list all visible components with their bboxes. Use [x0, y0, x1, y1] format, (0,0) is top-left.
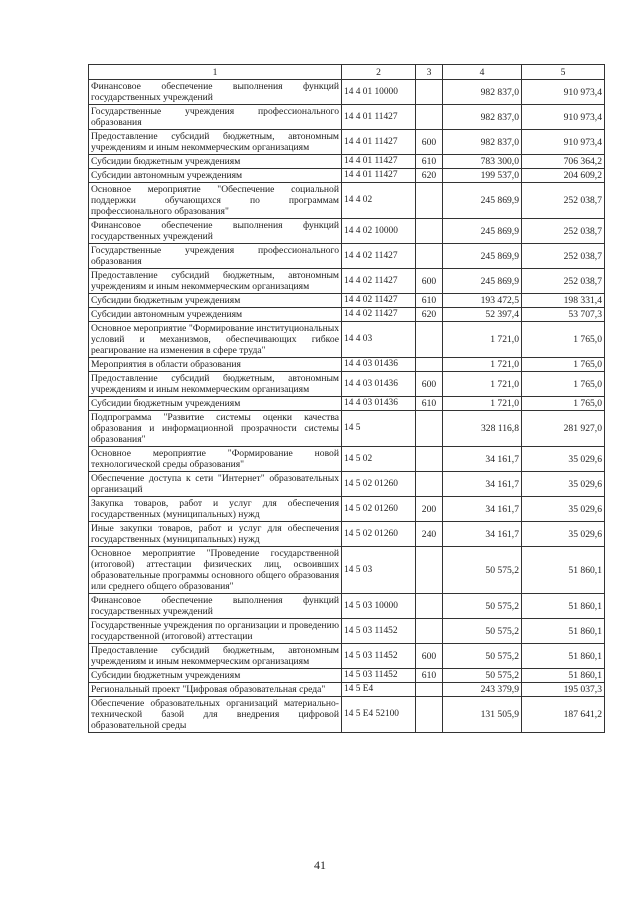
row-value-1-cell: 50 575,2 — [443, 594, 522, 619]
row-value-1-cell: 50 575,2 — [443, 619, 522, 644]
row-vr-cell: 610 — [416, 294, 443, 308]
row-value-1-cell: 982 837,0 — [443, 80, 522, 105]
row-name-cell: Субсидии бюджетным учреждениям — [89, 669, 342, 683]
row-value-2-cell: 51 860,1 — [522, 547, 605, 594]
row-vr-cell: 620 — [416, 169, 443, 183]
col-header-value-1: 4 — [443, 65, 522, 80]
row-vr-cell: 600 — [416, 644, 443, 669]
row-code-cell: 14 4 03 01436 — [342, 397, 416, 411]
row-name-cell: Субсидии бюджетным учреждениям — [89, 155, 342, 169]
table-row — [89, 522, 605, 547]
row-value-2-cell: 252 038,7 — [522, 183, 605, 219]
row-name-cell: Субсидии автономным учреждениям — [89, 169, 342, 183]
row-name-cell: Государственные учреждения профессионального образования — [89, 244, 342, 269]
table-row — [89, 547, 605, 594]
row-name-cell: Финансовое обеспечение выполнения функций государственных учреждений — [89, 594, 342, 619]
row-value-1-cell: 243 379,9 — [443, 683, 522, 697]
row-vr-cell: 200 — [416, 497, 443, 522]
row-value-1-cell: 982 837,0 — [443, 130, 522, 155]
row-code-cell: 14 5 02 01260 — [342, 497, 416, 522]
row-value-2-cell: 1 765,0 — [522, 372, 605, 397]
row-name-cell: Государственные учреждения профессионального образования — [89, 105, 342, 130]
row-name-cell: Предоставление субсидий бюджетным, автономным учреждениям и иным некоммерческим организациям — [89, 130, 342, 155]
row-vr-cell — [416, 183, 443, 219]
row-vr-cell: 240 — [416, 522, 443, 547]
row-code-cell: 14 5 03 11452 — [342, 619, 416, 644]
table-row — [89, 411, 605, 447]
row-name-cell: Основное мероприятие "Проведение государственной (итоговой) аттестации физических лиц, освоивших образовательные программы основного общего образования или среднего общего образования" — [89, 547, 342, 594]
row-value-1-cell: 34 161,7 — [443, 497, 522, 522]
row-name-cell: Финансовое обеспечение выполнения функций государственных учреждений — [89, 80, 342, 105]
row-code-cell: 14 5 03 10000 — [342, 594, 416, 619]
row-name-cell: Основное мероприятие "Формирование новой технологической среды образования" — [89, 447, 342, 472]
row-value-2-cell: 1 765,0 — [522, 322, 605, 358]
row-code-cell: 14 5 — [342, 411, 416, 447]
table-row — [89, 669, 605, 683]
row-vr-cell: 610 — [416, 155, 443, 169]
row-value-1-cell: 34 161,7 — [443, 522, 522, 547]
row-value-2-cell: 204 609,2 — [522, 169, 605, 183]
row-vr-cell: 610 — [416, 397, 443, 411]
row-name-cell: Субсидии бюджетным учреждениям — [89, 294, 342, 308]
row-code-cell: 14 5 02 — [342, 447, 416, 472]
row-value-2-cell: 35 029,6 — [522, 497, 605, 522]
row-value-1-cell: 1 721,0 — [443, 372, 522, 397]
row-value-1-cell: 199 537,0 — [443, 169, 522, 183]
table-row — [89, 130, 605, 155]
row-code-cell: 14 5 03 11452 — [342, 669, 416, 683]
row-code-cell: 14 4 03 01436 — [342, 372, 416, 397]
table-row — [89, 155, 605, 169]
table-row — [89, 105, 605, 130]
row-vr-cell — [416, 244, 443, 269]
budget-table — [88, 64, 605, 733]
row-vr-cell: 600 — [416, 372, 443, 397]
row-name-cell: Обеспечение образовательных организаций материально-технической базой для внедрения цифровой образовательной среды — [89, 697, 342, 733]
row-vr-cell — [416, 619, 443, 644]
row-value-2-cell: 51 860,1 — [522, 619, 605, 644]
row-vr-cell — [416, 697, 443, 733]
row-value-2-cell: 281 927,0 — [522, 411, 605, 447]
table-body — [89, 80, 605, 733]
table-row — [89, 372, 605, 397]
table-row — [89, 183, 605, 219]
row-vr-cell — [416, 447, 443, 472]
row-value-1-cell: 193 472,5 — [443, 294, 522, 308]
table-row — [89, 80, 605, 105]
table-row — [89, 619, 605, 644]
row-name-cell: Региональный проект "Цифровая образовательная среда" — [89, 683, 342, 697]
row-value-2-cell: 51 860,1 — [522, 594, 605, 619]
table-row — [89, 397, 605, 411]
row-name-cell: Субсидии бюджетным учреждениям — [89, 397, 342, 411]
row-name-cell: Иные закупки товаров, работ и услуг для обеспечения государственных (муниципальных) нужд — [89, 522, 342, 547]
row-code-cell: 14 4 02 — [342, 183, 416, 219]
row-value-1-cell: 50 575,2 — [443, 644, 522, 669]
row-value-2-cell: 35 029,6 — [522, 447, 605, 472]
row-vr-cell: 600 — [416, 130, 443, 155]
table-row — [89, 472, 605, 497]
row-code-cell: 14 4 02 11427 — [342, 294, 416, 308]
row-value-1-cell: 1 721,0 — [443, 322, 522, 358]
row-code-cell: 14 4 02 11427 — [342, 244, 416, 269]
row-code-cell: 14 4 02 11427 — [342, 308, 416, 322]
row-vr-cell — [416, 80, 443, 105]
row-value-1-cell: 1 721,0 — [443, 397, 522, 411]
table-row — [89, 497, 605, 522]
row-value-2-cell: 910 973,4 — [522, 130, 605, 155]
row-code-cell: 14 5 E4 52100 — [342, 697, 416, 733]
row-value-2-cell: 35 029,6 — [522, 522, 605, 547]
table-row — [89, 644, 605, 669]
row-code-cell: 14 4 02 11427 — [342, 269, 416, 294]
row-value-1-cell: 52 397,4 — [443, 308, 522, 322]
row-code-cell: 14 4 03 01436 — [342, 358, 416, 372]
row-code-cell: 14 4 01 11427 — [342, 105, 416, 130]
row-name-cell: Предоставление субсидий бюджетным, автономным учреждениям и иным некоммерческим организациям — [89, 644, 342, 669]
row-value-2-cell: 198 331,4 — [522, 294, 605, 308]
row-value-1-cell: 34 161,7 — [443, 472, 522, 497]
row-name-cell: Субсидии автономным учреждениям — [89, 308, 342, 322]
row-value-1-cell: 131 505,9 — [443, 697, 522, 733]
row-value-1-cell: 50 575,2 — [443, 547, 522, 594]
row-code-cell: 14 5 02 01260 — [342, 522, 416, 547]
row-value-2-cell: 1 765,0 — [522, 397, 605, 411]
row-code-cell: 14 4 01 11427 — [342, 169, 416, 183]
row-value-2-cell: 195 037,3 — [522, 683, 605, 697]
row-vr-cell — [416, 594, 443, 619]
row-value-2-cell: 706 364,2 — [522, 155, 605, 169]
row-value-2-cell: 252 038,7 — [522, 219, 605, 244]
row-value-2-cell: 910 973,4 — [522, 80, 605, 105]
row-name-cell: Мероприятия в области образования — [89, 358, 342, 372]
table-row — [89, 594, 605, 619]
row-name-cell: Обеспечение доступа к сети "Интернет" образовательных организаций — [89, 472, 342, 497]
row-value-2-cell: 252 038,7 — [522, 244, 605, 269]
row-code-cell: 14 4 01 11427 — [342, 130, 416, 155]
table-row — [89, 269, 605, 294]
row-name-cell: Подпрограмма "Развитие системы оценки качества образования и информационной прозрачности системы образования" — [89, 411, 342, 447]
row-value-1-cell: 1 721,0 — [443, 358, 522, 372]
row-value-2-cell: 1 765,0 — [522, 358, 605, 372]
row-code-cell: 14 5 03 — [342, 547, 416, 594]
row-value-1-cell: 245 869,9 — [443, 183, 522, 219]
row-name-cell: Предоставление субсидий бюджетным, автономным учреждениям и иным некоммерческим организациям — [89, 269, 342, 294]
row-value-2-cell: 187 641,2 — [522, 697, 605, 733]
row-vr-cell — [416, 547, 443, 594]
table-row — [89, 294, 605, 308]
row-value-2-cell: 51 860,1 — [522, 644, 605, 669]
row-value-1-cell: 982 837,0 — [443, 105, 522, 130]
table-row — [89, 244, 605, 269]
table-row — [89, 219, 605, 244]
row-code-cell: 14 4 02 10000 — [342, 219, 416, 244]
row-value-2-cell: 910 973,4 — [522, 105, 605, 130]
row-vr-cell — [416, 358, 443, 372]
row-vr-cell — [416, 219, 443, 244]
table-row — [89, 169, 605, 183]
row-vr-cell: 620 — [416, 308, 443, 322]
row-value-1-cell: 50 575,2 — [443, 669, 522, 683]
table-row — [89, 447, 605, 472]
row-code-cell: 14 5 E4 — [342, 683, 416, 697]
col-header-code: 2 — [342, 65, 416, 80]
row-name-cell: Финансовое обеспечение выполнения функций государственных учреждений — [89, 219, 342, 244]
header-row — [89, 65, 605, 80]
row-value-1-cell: 34 161,7 — [443, 447, 522, 472]
row-value-1-cell: 245 869,9 — [443, 244, 522, 269]
row-value-2-cell: 53 707,3 — [522, 308, 605, 322]
row-vr-cell — [416, 472, 443, 497]
row-vr-cell — [416, 322, 443, 358]
table-row — [89, 322, 605, 358]
table-row — [89, 697, 605, 733]
row-vr-cell — [416, 411, 443, 447]
row-value-1-cell: 245 869,9 — [443, 269, 522, 294]
row-code-cell: 14 4 01 10000 — [342, 80, 416, 105]
col-header-name: 1 — [89, 65, 342, 80]
col-header-vr: 3 — [416, 65, 443, 80]
table-row — [89, 683, 605, 697]
row-value-2-cell: 51 860,1 — [522, 669, 605, 683]
row-code-cell: 14 4 03 — [342, 322, 416, 358]
page-number: 41 — [314, 858, 326, 872]
table-row — [89, 308, 605, 322]
row-vr-cell — [416, 683, 443, 697]
row-value-2-cell: 35 029,6 — [522, 472, 605, 497]
row-value-2-cell: 252 038,7 — [522, 269, 605, 294]
row-value-1-cell: 328 116,8 — [443, 411, 522, 447]
row-value-1-cell: 245 869,9 — [443, 219, 522, 244]
row-code-cell: 14 5 02 01260 — [342, 472, 416, 497]
col-header-value-2: 5 — [522, 65, 605, 80]
table-row — [89, 358, 605, 372]
row-name-cell: Основное мероприятие "Формирование институциональных условий и механизмов, обеспечивающих гибкое реагирование на изменения в сфере труда" — [89, 322, 342, 358]
row-name-cell: Основное мероприятие "Обеспечение социальной поддержки обучающихся по программам профессионального образования" — [89, 183, 342, 219]
row-name-cell: Закупка товаров, работ и услуг для обеспечения государственных (муниципальных) нужд — [89, 497, 342, 522]
row-vr-cell: 600 — [416, 269, 443, 294]
row-name-cell: Предоставление субсидий бюджетным, автономным учреждениям и иным некоммерческим организациям — [89, 372, 342, 397]
row-code-cell: 14 4 01 11427 — [342, 155, 416, 169]
row-name-cell: Государственные учреждения по организации и проведению государственной (итоговой) аттестации — [89, 619, 342, 644]
row-vr-cell — [416, 105, 443, 130]
row-vr-cell: 610 — [416, 669, 443, 683]
row-code-cell: 14 5 03 11452 — [342, 644, 416, 669]
row-value-1-cell: 783 300,0 — [443, 155, 522, 169]
